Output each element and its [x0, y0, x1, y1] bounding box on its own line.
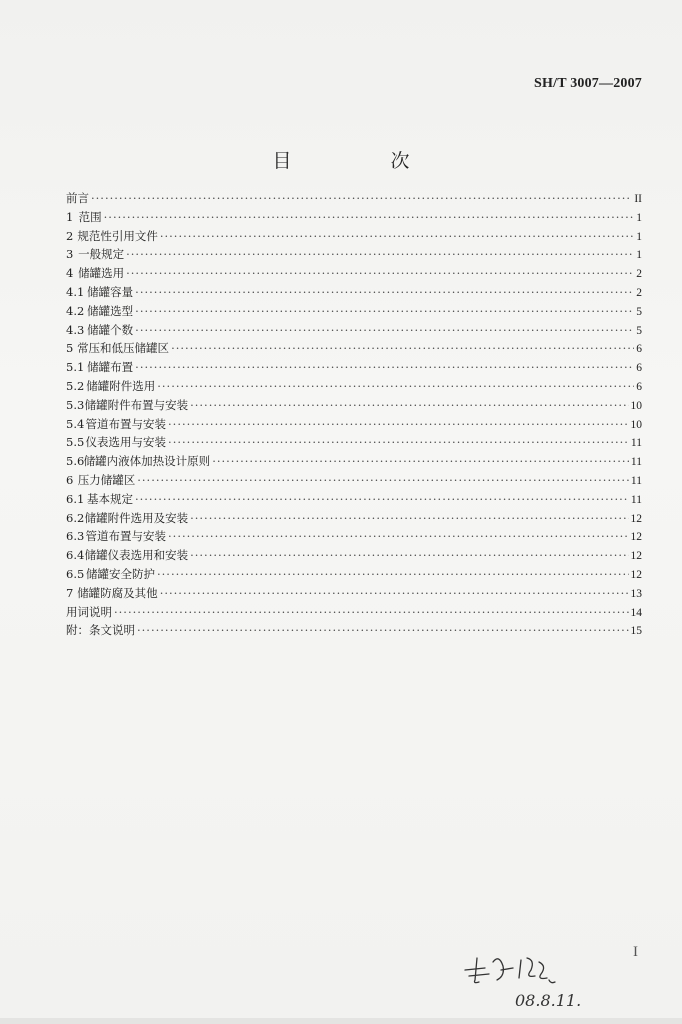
toc-entry-number: 5.1	[66, 360, 85, 375]
toc-entry	[66, 228, 642, 247]
toc-entry	[66, 491, 642, 510]
toc-entry	[66, 340, 642, 359]
toc-entry	[66, 585, 642, 604]
standard-code: SH/T 3007—2007	[534, 76, 642, 91]
toc-entry-page: II	[634, 193, 642, 205]
toc-entry-number: 5	[66, 341, 74, 356]
toc-entry-title: 储罐选用	[78, 266, 125, 281]
toc-entry-title: 储罐附件布置与安装	[84, 397, 189, 412]
toc-dot-leader	[126, 266, 634, 280]
toc-entry-title: 规范性引用文件	[77, 228, 158, 243]
toc-entry-title: 储罐个数	[87, 322, 134, 337]
toc-entry	[66, 209, 642, 228]
toc-entry	[66, 378, 642, 397]
toc-entry-number: 4.1	[66, 284, 85, 299]
toc-entry-title: 储罐防腐及其他	[77, 585, 158, 600]
toc-entry-title: 储罐内液体加热设计原则	[83, 454, 211, 469]
toc-entry-title: 仪表选用与安装	[85, 435, 167, 450]
toc-entry-title: 前言	[66, 191, 89, 205]
toc-dot-leader	[135, 285, 634, 299]
toc-entry-title: 管道布置与安装	[85, 416, 167, 431]
toc-entry-page: 5	[636, 324, 642, 337]
toc-entry-title: 储罐布置	[87, 360, 134, 375]
toc-dot-leader	[168, 435, 629, 449]
toc-entry	[66, 604, 642, 623]
toc-entry-number: 1	[66, 209, 74, 224]
toc-entry-number: 6	[66, 472, 74, 487]
toc-entry-title: 基本规定	[86, 491, 133, 506]
toc-entry	[66, 322, 642, 341]
toc-dot-leader	[157, 567, 629, 581]
toc-entry-title: 储罐选型	[87, 303, 134, 318]
toc-entry-title: 储罐附件选用	[86, 378, 156, 393]
table-of-contents	[66, 190, 642, 641]
toc-entry-page: 12	[630, 550, 642, 563]
toc-dot-leader	[137, 623, 629, 637]
toc-entry-page: 12	[630, 512, 642, 525]
toc-dot-leader	[171, 341, 634, 355]
toc-entry-page: 11	[630, 456, 642, 469]
toc-entry-page: 1	[636, 211, 642, 224]
page-number: I	[633, 944, 638, 960]
toc-entry-page: 2	[636, 268, 642, 281]
toc-entry	[66, 547, 642, 566]
toc-entry-number: 6.5	[66, 566, 85, 581]
toc-dot-leader	[91, 191, 632, 205]
toc-dot-leader	[126, 247, 634, 261]
toc-entry-page: 15	[630, 625, 642, 638]
toc-entry-title: 储罐仪表选用和安装	[84, 548, 189, 563]
toc-dot-leader	[135, 304, 634, 318]
toc-entry-page: 12	[630, 568, 642, 581]
toc-entry-number: 6.1	[66, 491, 85, 506]
toc-entry-title: 常压和低压储罐区	[77, 341, 170, 356]
toc-entry-page: 10	[630, 399, 642, 412]
toc-dot-leader	[135, 360, 634, 374]
toc-entry-number: 5.5	[66, 435, 85, 450]
toc-entry	[66, 453, 642, 472]
toc-entry-number: 4.3	[66, 322, 85, 337]
toc-entry-page: 13	[630, 587, 642, 600]
toc-dot-leader	[160, 586, 629, 600]
toc-entry	[66, 303, 642, 322]
signature-date: 08.8.11.	[515, 991, 582, 1010]
toc-entry-page: 11	[630, 437, 642, 450]
toc-dot-leader	[160, 229, 634, 243]
toc-entry-page: 12	[630, 531, 642, 544]
toc-dot-leader	[190, 548, 628, 562]
toc-dot-leader	[135, 492, 629, 506]
toc-entry-title: 储罐容量	[87, 284, 134, 299]
toc-dot-leader	[190, 398, 628, 412]
toc-title: 目 次	[272, 150, 450, 172]
toc-dot-leader	[168, 417, 628, 431]
toc-entry	[66, 190, 642, 209]
toc-entry-page: 10	[630, 418, 642, 431]
toc-entry-number: 7	[66, 585, 74, 600]
toc-entry-title: 用词说明	[66, 604, 112, 619]
toc-entry	[66, 284, 642, 303]
toc-entry-page: 1	[636, 230, 642, 243]
page-bottom-edge	[0, 1018, 682, 1024]
toc-entry-title: 附：条文说明	[66, 623, 135, 638]
toc-dot-leader	[137, 473, 629, 487]
toc-entry-page: 14	[630, 606, 642, 619]
toc-entry-number: 6.4	[66, 548, 85, 563]
toc-entry-number: 6.3	[66, 529, 85, 544]
toc-entry-page: 11	[630, 493, 642, 506]
toc-entry	[66, 434, 642, 453]
toc-dot-leader	[114, 605, 629, 619]
toc-entry-number: 5.2	[66, 378, 85, 393]
toc-entry-page: 1	[636, 249, 642, 262]
toc-entry-number: 4	[66, 266, 74, 281]
toc-entry-page: 6	[636, 380, 642, 393]
toc-entry-number: 5.4	[66, 416, 85, 431]
toc-entry	[66, 359, 642, 378]
toc-dot-leader	[212, 454, 629, 468]
toc-entry	[66, 265, 642, 284]
toc-entry-page: 6	[636, 362, 642, 375]
toc-entry-page: 5	[636, 305, 642, 318]
toc-entry-title: 压力储罐区	[77, 472, 136, 487]
toc-entry-number: 5.6	[66, 454, 85, 469]
toc-entry-number: 4.2	[66, 303, 85, 318]
toc-dot-leader	[135, 323, 634, 337]
toc-entry	[66, 416, 642, 435]
toc-entry	[66, 528, 642, 547]
toc-dot-leader	[190, 511, 628, 525]
toc-entry-page: 6	[636, 343, 642, 356]
toc-entry	[66, 566, 642, 585]
toc-entry-title: 范围	[78, 209, 102, 224]
toc-entry-title: 储罐附件选用及安装	[84, 510, 189, 525]
toc-entry	[66, 397, 642, 416]
toc-entry	[66, 622, 642, 641]
toc-entry-number: 2	[66, 228, 74, 243]
toc-entry-title: 一般规定	[78, 247, 125, 262]
toc-entry	[66, 472, 642, 491]
toc-dot-leader	[157, 379, 634, 393]
toc-entry-page: 2	[636, 286, 642, 299]
toc-entry-title: 管道布置与安装	[85, 529, 167, 544]
toc-dot-leader	[104, 210, 635, 224]
toc-entry-number: 6.2	[66, 510, 85, 525]
toc-entry-title: 储罐安全防护	[86, 566, 155, 581]
toc-dot-leader	[168, 529, 628, 543]
handwritten-signature	[455, 940, 615, 1020]
toc-entry-page: 11	[630, 474, 642, 487]
toc-entry-number: 3	[66, 247, 74, 262]
toc-entry	[66, 510, 642, 529]
toc-entry-number: 5.3	[66, 397, 85, 412]
toc-entry	[66, 246, 642, 265]
